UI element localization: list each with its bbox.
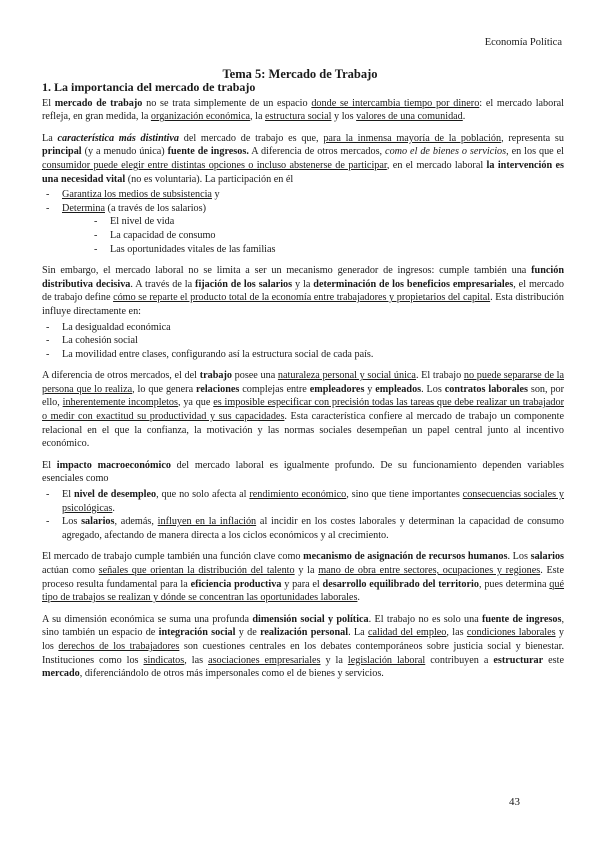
sub-list: [90, 215, 564, 256]
paragraph-social: A su dimensión económica se suma una profunda dimensión social y política. El trabajo no es solo una fuente de ingresos, sino también un espacio de integración social y de realización personal. La calidad del empleo, las condiciones laborales y los derechos de los trabajadores son cuestiones centrales en los debates contemporáneos sobre justicia social y bienestar. Instituciones como los sindicatos, las asociaciones empresariales y la legislación laboral contribuyen a estructurar este mercado, diferenciándolo de otros más impersonales como el de bienes y servicios.: [42, 613, 565, 680]
document-body: [42, 81, 564, 689]
sub-list-item: - La capacidad de consumo: [90, 229, 564, 243]
macro-list: [42, 488, 564, 542]
paragraph-distinctive: La característica más distintiva del mercado de trabajo es que, para la inmensa mayoría de la población, representa su principal (y a menudo única) fuente de ingresos. A diferencia de otros mercados, como el de bienes o servicios, en los que el consumidor puede elegir entre distintas opciones o incluso abstenerse de participar, en el mercado laboral la intervención es una necesidad vital (no es voluntaria). La participación en él: [42, 132, 564, 185]
paragraph-macro: El impacto macroeconómico del mercado laboral es igualmente profundo. De su funcionamiento dependen variables esenciales como: [42, 459, 564, 485]
paragraph-nature: A diferencia de otros mercados, el del trabajo posee una naturaleza personal y social única. El trabajo no puede separarse de la persona que lo realiza, lo que genera relaciones complejas entre empleadores y empleados. Los contratos laborales son, por ello, inherentemente incompletos, ya que es imposible especificar con precisión todas las tareas que debe realizar un trabajador o medir con exactitud su productividad y sus capacidades. Esta característica confiere al mercado de trabajo un componente relacional en el que la confianza, la motivación y las normas sociales desempeñan un papel central junto al incentivo económico.: [42, 370, 565, 450]
paragraph-allocation: El mercado de trabajo cumple también una función clave como mecanismo de asignación de recursos humanos. Los salarios actúan como señales que orientan la distribución del talento y la mano de obra entre sectores, ocupaciones y regiones. Este proceso resulta fundamental para la eficiencia productiva y para el desarrollo equilibrado del territorio, pues determina qué tipo de trabajos se realizan y dónde se concentran las oportunidades laborales.: [42, 551, 565, 604]
paragraph-intro: El mercado de trabajo no se trata simplemente de un espacio donde se intercambia tiempo por dinero: el mercado laboral refleja, en gran medida, la organización económica, la estructura social y los valores de una comunidad.: [42, 97, 564, 123]
page-number: 43: [509, 796, 520, 808]
participation-list: [42, 188, 564, 256]
paragraph-distributive: Sin embargo, el mercado laboral no se limita a ser un mecanismo generador de ingresos: cumple también una función distributiva decisiva. A través de la fijación de los salarios y la determinación de los beneficios empresariales, el mercado de trabajo define cómo se reparte el producto total de la economía entre trabajadores y propietarios del capital. Esta distribución influye directamente en:: [42, 265, 565, 317]
list-item: - La desigualdad económica: [42, 321, 564, 335]
sub-list-item: - El nivel de vida: [90, 215, 564, 229]
list-item: - Garantiza los medios de subsistencia y: [42, 188, 564, 202]
list-item: - Determina (a través de los salarios) - El nivel de vida - La capacidad de consumo - Las oportunidades vitales de las familias: [42, 202, 564, 256]
running-header: Economía Política: [484, 37, 562, 48]
list-item: - La movilidad entre clases, configurando así la estructura social de cada país.: [42, 348, 564, 362]
list-item: - El nivel de desempleo, que no solo afecta al rendimiento económico, sino que tiene importantes consecuencias sociales y psicológicas.: [42, 488, 564, 515]
distribution-list: [42, 321, 564, 362]
sub-list-item: - Las oportunidades vitales de las familias: [90, 243, 564, 257]
list-item: - Los salarios, además, influyen en la inflación al incidir en los costes laborales y determinan la capacidad de consumo agregado, afectando de manera directa a los ciclos económicos y al crecimiento.: [42, 515, 564, 542]
section-heading: 1. La importancia del mercado de trabajo: [42, 80, 256, 94]
page-title: Tema 5: Mercado de Trabajo: [222, 67, 378, 81]
list-item: - La cohesión social: [42, 334, 564, 348]
